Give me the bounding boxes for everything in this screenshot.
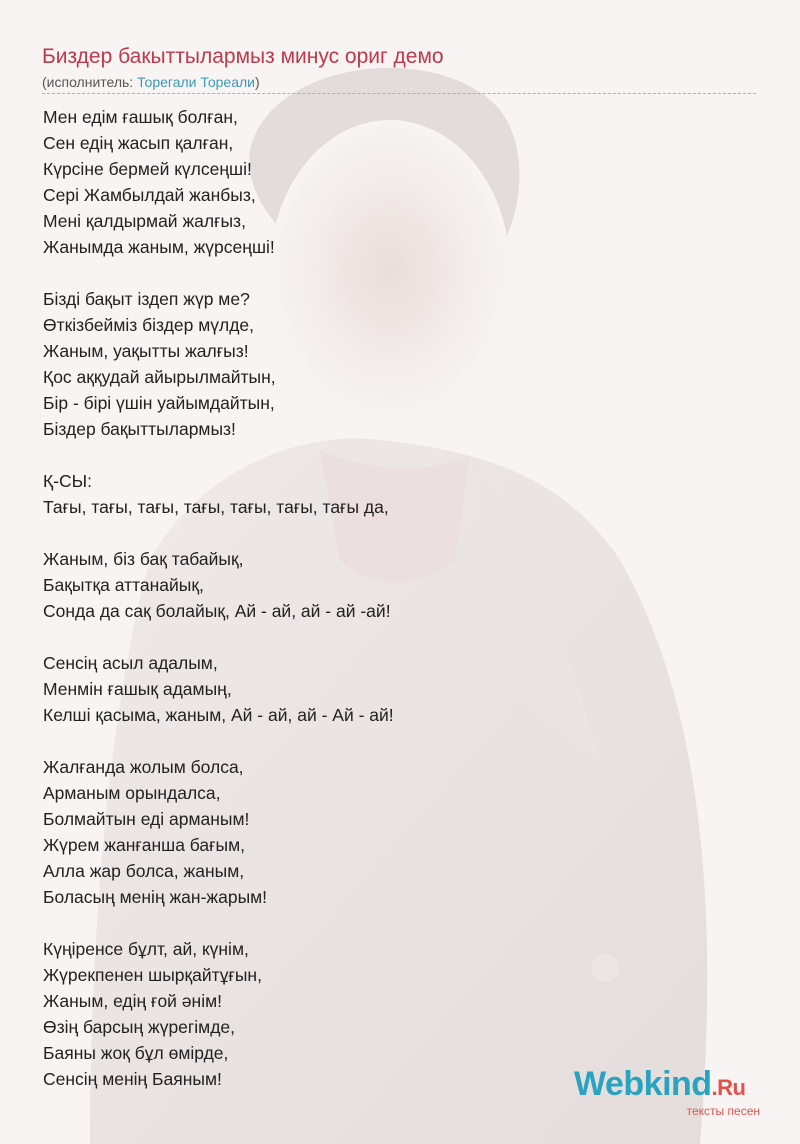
lyric-line: Бізді бақыт іздеп жүр ме? xyxy=(43,289,250,309)
lyric-line: Күрсіне бермей күлсеңші! xyxy=(43,159,252,179)
lyric-line: Сонда да сақ болайық, Ай - ай, ай - ай -ай! xyxy=(43,601,391,621)
lyric-line: Сен едің жасып қалған, xyxy=(43,133,234,153)
lyric-line: Алла жар болса, жаным, xyxy=(43,861,245,881)
stanza-gap xyxy=(43,520,723,546)
song-header xyxy=(42,44,758,91)
lyric-line: Жаным, едің ғой әнім! xyxy=(43,991,222,1011)
lyric-line: Жаным, уақытты жалғыз! xyxy=(43,341,249,361)
lyric-line: Өткізбейміз біздер мүлде, xyxy=(43,315,255,335)
lyric-line: Тағы, тағы, тағы, тағы, тағы, тағы, тағы да, xyxy=(43,497,389,517)
lyric-line: Боласың менің жан-жарым! xyxy=(43,887,268,907)
lyric-line: Жалғанда жолым болса, xyxy=(43,757,244,777)
lyric-line: Келші қасыма, жаным, Ай - ай, ай - Ай - ай! xyxy=(43,705,394,725)
logo-main-text: Webkind xyxy=(574,1065,712,1103)
stanza-gap xyxy=(43,442,723,468)
lyric-line: Жүрекпенен шырқайтұғын, xyxy=(43,965,262,985)
lyric-line: Менмін ғашық адамың, xyxy=(43,679,232,699)
lyric-line: Мен едім ғашық болған, xyxy=(43,107,238,127)
lyric-line: Болмайтын еді арманым! xyxy=(43,809,250,829)
lyric-line: Күңіренсе бұлт, ай, күнім, xyxy=(43,939,249,959)
artist-link[interactable]: Торегали Тореали xyxy=(137,74,255,90)
lyric-line: Жүрем жанғанша бағым, xyxy=(43,835,245,855)
lyric-line: Жаным, біз бақ табайық, xyxy=(43,549,244,569)
lyric-line: Өзің барсың жүрегімде, xyxy=(43,1017,236,1037)
header-divider xyxy=(42,93,756,94)
lyric-line: Біздер бақыттылармыз! xyxy=(43,419,236,439)
lyric-line: Жанымда жаным, жүрсеңші! xyxy=(43,237,275,257)
artist-line xyxy=(42,73,758,91)
artist-suffix: ) xyxy=(254,74,260,90)
lyrics-text xyxy=(43,104,723,1092)
lyric-line: Бір - бірі үшін уайымдайтын, xyxy=(43,393,275,413)
lyric-line: Мені қалдырмай жалғыз, xyxy=(43,211,246,231)
song-title: Биздер бакыттылармыз минус ориг демо xyxy=(42,45,444,68)
artist-prefix: (исполнитель: xyxy=(42,74,138,90)
lyric-line: Сенсің менің Баяным! xyxy=(43,1069,222,1089)
stanza-gap xyxy=(43,260,723,286)
logo-wordmark xyxy=(574,1064,746,1108)
stanza-gap xyxy=(43,624,723,650)
lyric-line: Қос аққудай айырылмайтын, xyxy=(43,367,276,387)
lyric-line: Баяны жоқ бұл өмірде, xyxy=(43,1043,229,1063)
lyric-line: Сері Жамбылдай жанбыз, xyxy=(43,185,256,205)
stanza-gap xyxy=(43,910,723,936)
logo-tagline: тексты песен xyxy=(686,1104,760,1118)
lyric-line: Бақытқа аттанайық, xyxy=(43,575,204,595)
webkind-logo[interactable] xyxy=(574,1064,774,1124)
lyric-line: Қ-СЫ: xyxy=(43,471,93,491)
lyric-line: Сенсің асыл адалым, xyxy=(43,653,218,673)
lyric-line: Арманым орындалса, xyxy=(43,783,221,803)
logo-tld: .Ru xyxy=(711,1075,746,1100)
stanza-gap xyxy=(43,728,723,754)
